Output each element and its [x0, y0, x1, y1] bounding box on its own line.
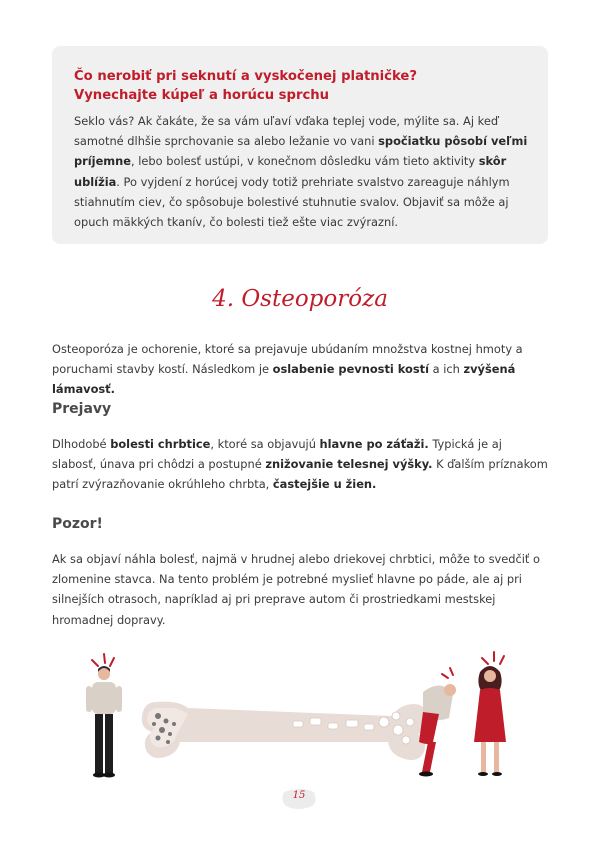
page-number: 15 [292, 790, 306, 801]
page-number-badge [278, 784, 320, 812]
text-run: Seklo vás? Ak čakáte, že sa vám uľaví vďaka teplej vode, mýlite sa. Aj keď samotné dlhšie sprchovanie sa alebo ležanie vo vani [74, 114, 499, 149]
man-back-pain-figure [419, 668, 456, 777]
text-run: , lebo bolesť ustúpi, v konečnom dôsledku vám tieto aktivity [131, 154, 479, 169]
man-left-figure [86, 654, 122, 778]
bold-text-run: oslabenie pevnosti kostí [272, 362, 429, 377]
pozor-paragraph [52, 549, 548, 630]
prejavy-heading: Prejavy [52, 401, 112, 417]
callout-title [74, 67, 524, 105]
pozor-heading: Pozor! [52, 516, 103, 532]
text-run: . Po vyjdení z horúcej vody totiž prehriate svalstvo zareaguje náhlym stiahnutím ciev, čo spôsobuje bolestivé stuhnutie svalov. Objaviť sa môže aj opuch mäkkých tkanív, čo bolesti tiež ešte viac zvýrazní. [74, 174, 510, 230]
bold-text-run: bolesti chrbtice [110, 437, 211, 451]
section-heading: 4. Osteoporóza [212, 286, 388, 312]
woman-figure [474, 652, 506, 776]
bold-text-run: skôr ublížia [74, 154, 507, 189]
text-run: K ďalším príznakom patrí zvýrazňovanie okrúhleho chrbta, [52, 457, 548, 492]
text-run: , ktoré sa objavujú [210, 437, 320, 451]
callout-title-line1: Čo nerobiť pri seknutí a vyskočenej platničke? [74, 69, 418, 84]
prejavy-paragraph [52, 434, 548, 495]
bold-text-run: hlavne po záťaži. [319, 437, 429, 451]
bold-text-run: častejšie u žien. [272, 477, 377, 492]
bold-text-run: zvýšená lámavosť. [52, 362, 516, 397]
text-run: Typická je aj slabosť, únava pri chôdzi a postupné [52, 437, 502, 472]
text-run: a ich [428, 362, 464, 377]
text-run: Ak sa objaví náhla bolesť, najmä v hrudnej alebo driekovej chrbtici, môže to svedčiť o zlomenine stavca. Na tento problém je potrebné myslieť hlavne po páde, ale aj pri silnejších otrasoch, napríklad aj pri preprave autom či prostriedkami mestskej hromadnej dopravy. [52, 552, 540, 627]
text-run: Dlhodobé [52, 437, 111, 451]
bold-text-run: spočiatku pôsobí veľmi príjemne [74, 134, 528, 169]
intro-paragraph [52, 339, 548, 400]
text-run: Osteoporóza je ochorenie, ktoré sa prejavuje ubúdaním množstva kostnej hmoty a poruchami stavby kostí. Následkom je [52, 342, 523, 377]
callout-title-line2: Vynechajte kúpeľ a horúcu sprchu [74, 88, 330, 103]
bold-text-run: znižovanie telesnej výšky. [265, 457, 433, 472]
bone-graphic [142, 702, 429, 760]
callout-body [74, 111, 530, 232]
osteoporosis-illustration [78, 650, 530, 785]
